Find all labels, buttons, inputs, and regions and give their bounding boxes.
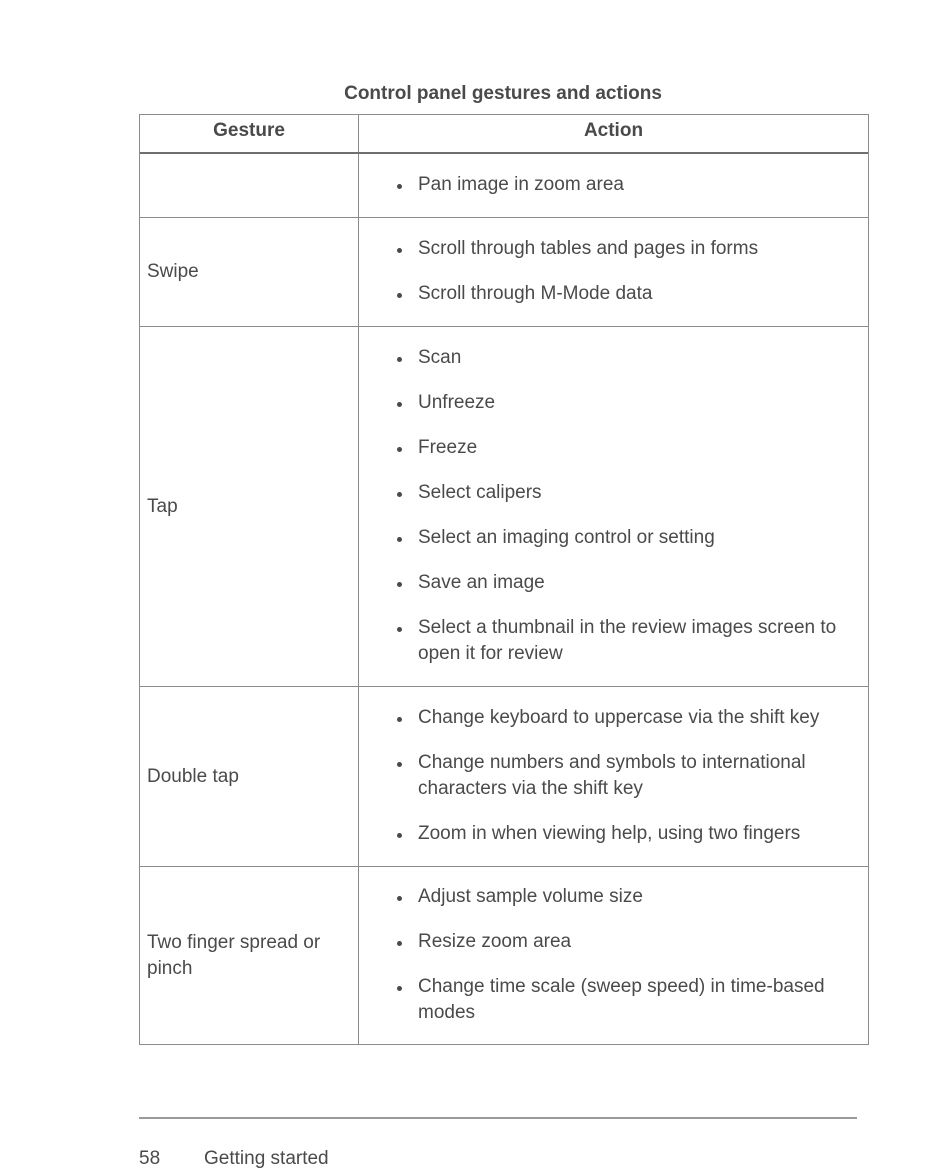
action-item: Pan image in zoom area xyxy=(376,172,858,198)
action-item: Scroll through tables and pages in forms xyxy=(376,236,858,262)
gesture-cell: Double tap xyxy=(147,765,239,787)
gesture-cell: Two finger spread or pinch xyxy=(147,931,321,979)
action-item: Scroll through M-Mode data xyxy=(376,281,858,307)
action-list xyxy=(376,172,858,217)
header-gesture: Gesture xyxy=(213,120,285,141)
gestures-table xyxy=(139,114,869,1045)
action-item: Zoom in when viewing help, using two fingers xyxy=(376,821,858,847)
action-item: Change numbers and symbols to international characters via the shift key xyxy=(376,750,858,802)
action-list xyxy=(376,705,858,866)
action-item: Select calipers xyxy=(376,480,858,506)
gesture-cell xyxy=(147,154,347,217)
gesture-cell: Swipe xyxy=(147,261,199,282)
action-item: Freeze xyxy=(376,435,858,461)
action-item: Adjust sample volume size xyxy=(376,884,858,910)
gesture-cell: Tap xyxy=(147,495,178,517)
action-item: Save an image xyxy=(376,570,858,596)
action-item: Change keyboard to uppercase via the shift key xyxy=(376,705,858,731)
action-item: Select a thumbnail in the review images screen to open it for review xyxy=(376,615,858,667)
footer-section-title: Getting started xyxy=(204,1148,329,1169)
action-list xyxy=(376,345,858,686)
footer-rule xyxy=(139,1117,857,1119)
action-list xyxy=(376,884,858,1045)
column-divider xyxy=(358,115,359,1044)
action-item: Select an imaging control or setting xyxy=(376,525,858,551)
page-number: 58 xyxy=(139,1148,161,1169)
table-caption: Control panel gestures and actions xyxy=(344,83,662,104)
action-list xyxy=(376,236,858,326)
action-item: Scan xyxy=(376,345,858,371)
action-item: Unfreeze xyxy=(376,390,858,416)
action-item: Resize zoom area xyxy=(376,929,858,955)
action-item: Change time scale (sweep speed) in time-based modes xyxy=(376,974,858,1026)
header-action: Action xyxy=(583,120,644,141)
